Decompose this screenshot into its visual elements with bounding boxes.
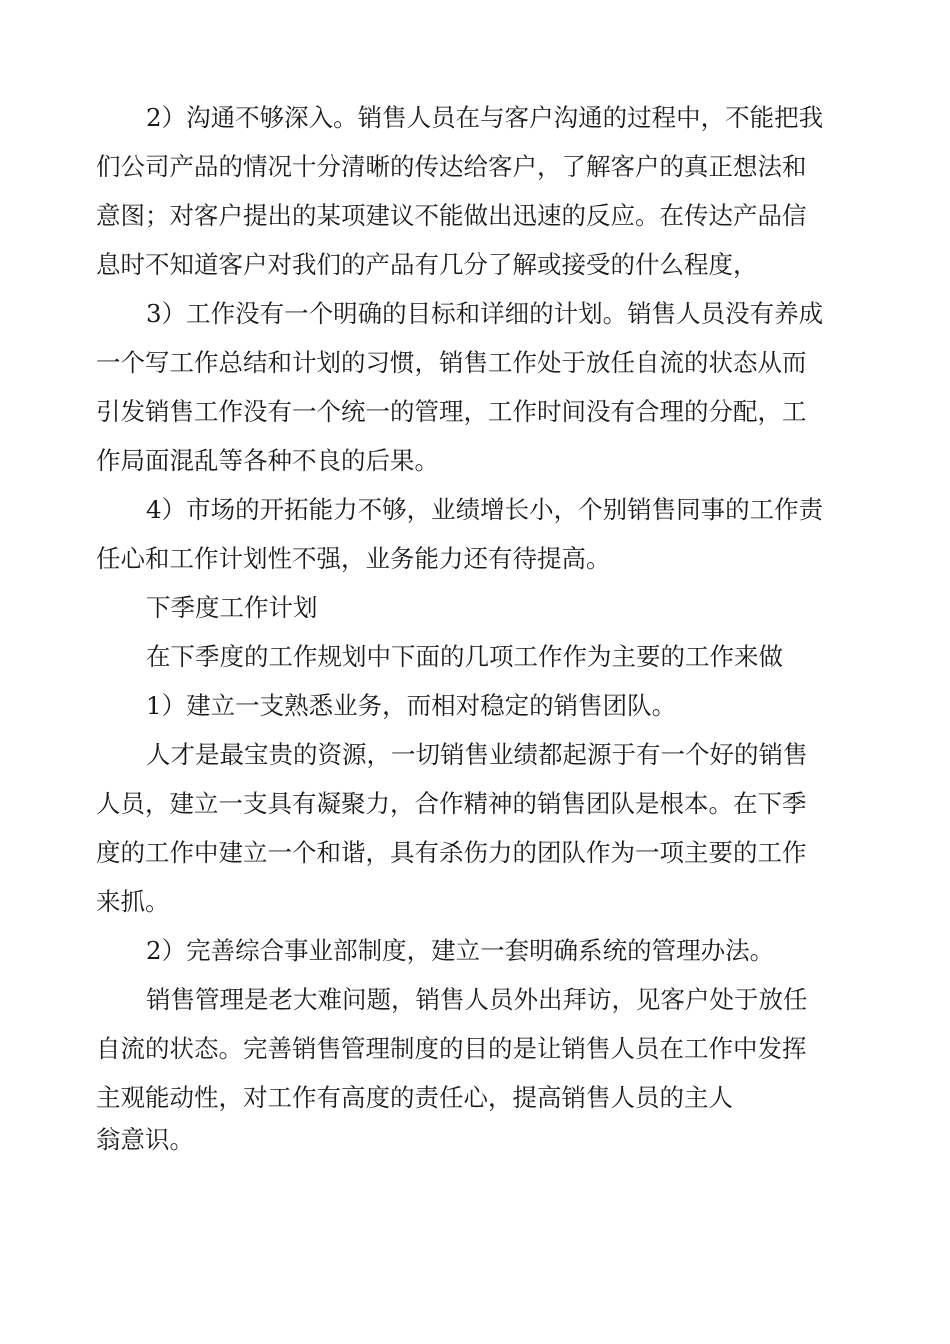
text-line: 意图；对客户提出的某项建议不能做出迅速的反应。在传达产品信: [96, 201, 807, 230]
text-line: 2）完善综合事业部制度，建立一套明确系统的管理办法。: [146, 936, 775, 965]
text-line: 在下季度的工作规划中下面的几项工作作为主要的工作来做: [146, 642, 783, 671]
text-line: 引发销售工作没有一个统一的管理，工作时间没有合理的分配，工: [96, 397, 807, 426]
text-line: 2）沟通不够深入。销售人员在与客户沟通的过程中，不能把我: [146, 103, 824, 132]
text-line: 4）市场的开拓能力不够，业绩增长小，个别销售同事的工作责: [146, 495, 824, 524]
text-line: 度的工作中建立一个和谐，具有杀伤力的团队作为一项主要的工作: [96, 838, 807, 867]
text-line: 主观能动性，对工作有高度的责任心，提高销售人员的主人: [96, 1083, 733, 1112]
text-line: 人员，建立一支具有凝聚力，合作精神的销售团队是根本。在下季: [96, 789, 807, 818]
section-heading: 下季度工作计划: [146, 593, 318, 622]
text-line: 任心和工作计划性不强，业务能力还有待提高。: [96, 544, 611, 573]
text-line: 一个写工作总结和计划的习惯，销售工作处于放任自流的状态从而: [96, 348, 807, 377]
text-line: 翁意识。: [96, 1125, 194, 1154]
text-line: 们公司产品的情况十分清晰的传达给客户，了解客户的真正想法和: [96, 152, 807, 181]
text-line: 自流的状态。完善销售管理制度的目的是让销售人员在工作中发挥: [96, 1034, 807, 1063]
text-line: 销售管理是老大难问题，销售人员外出拜访，见客户处于放任: [146, 985, 808, 1014]
text-line: 1）建立一支熟悉业务，而相对稳定的销售团队。: [146, 691, 677, 720]
text-line: 来抓。: [96, 887, 170, 916]
text-line: 息时不知道客户对我们的产品有几分了解或接受的什么程度，: [96, 250, 758, 279]
text-line: 人才是最宝贵的资源，一切销售业绩都起源于有一个好的销售: [146, 740, 808, 769]
text-line: 作局面混乱等各种不良的后果。: [96, 446, 439, 475]
text-line: 3）工作没有一个明确的目标和详细的计划。销售人员没有养成: [146, 299, 824, 328]
